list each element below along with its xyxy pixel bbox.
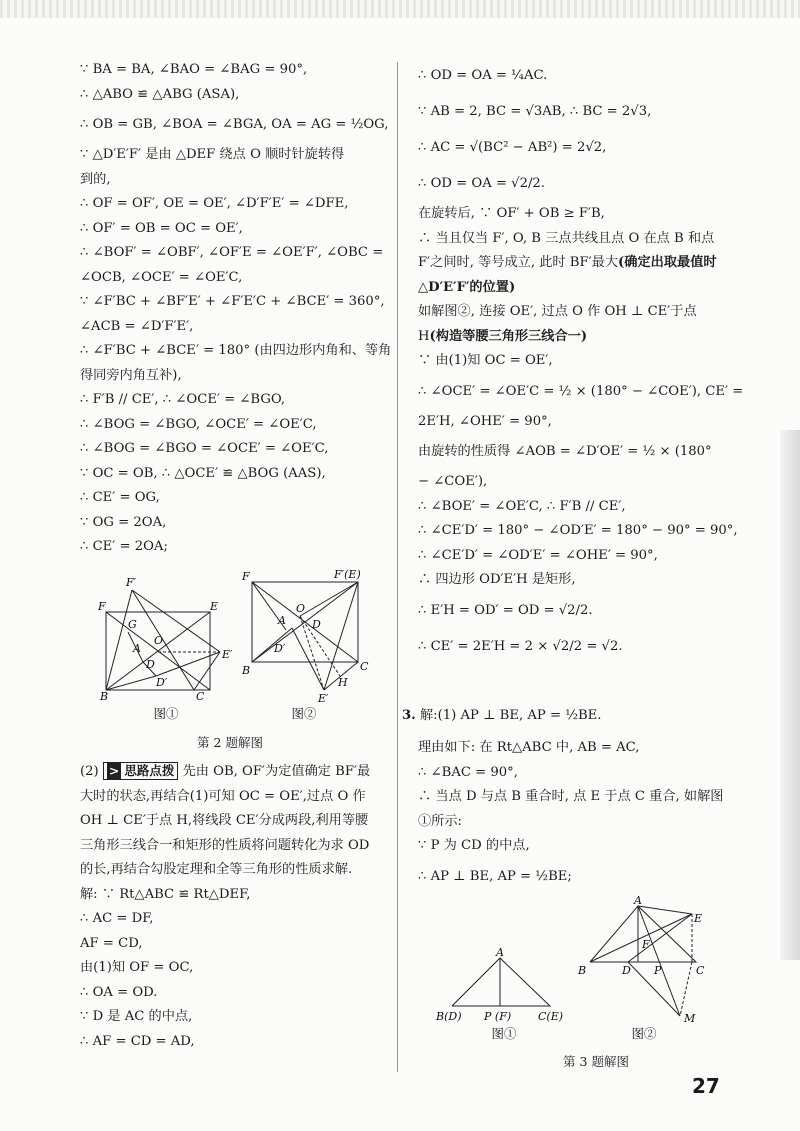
- text-line: ∴ E′H = OD′ = OD = √2/2.: [418, 602, 593, 618]
- text-line: 到的,: [80, 171, 111, 187]
- text-line: ∴ CE′ = OG,: [80, 490, 160, 505]
- part-label: (2): [80, 764, 99, 779]
- text-line: ∴ OD = OA = ¼AC.: [418, 68, 548, 83]
- point-label: A: [634, 894, 642, 907]
- text-line: ∴ ∠BAC = 90°,: [418, 764, 518, 780]
- text-line: 解: ∵ Rt△ABC ≌ Rt△DEF,: [80, 886, 251, 902]
- text-paragraph: [418, 227, 728, 301]
- text-line: ∴ OF′ = OB = OC = OE′,: [80, 220, 243, 236]
- point-label: C: [696, 964, 705, 977]
- text-line: ∴ CE′ = 2E′H = 2 × √2/2 = √2.: [418, 638, 623, 654]
- paragraph-bold: (构造等腰三角形三线合一): [429, 328, 588, 344]
- point-label: B: [100, 690, 109, 702]
- text-paragraph: [418, 300, 728, 349]
- paragraph-text: ∴ 当且仅当 F′, O, B 三点共线且点 O 在点 B 和点 F′之间时, 等号成立, 此时 BF′最大: [418, 230, 715, 270]
- question-head: [402, 698, 728, 734]
- text-line: ∴ OA = OD.: [80, 984, 158, 1000]
- figure-caption: 图①: [153, 706, 179, 721]
- scan-right-edge: [780, 430, 800, 960]
- text-line: ∠ACB = ∠D′F′E′,: [80, 318, 194, 334]
- point-label: B: [578, 964, 587, 977]
- q3-figure-1: [434, 946, 564, 1026]
- triangle-shape: [590, 906, 696, 962]
- text-line: AF = CD,: [80, 935, 143, 951]
- text-line: ∠OCB, ∠OCE′ = ∠OE′C,: [80, 269, 243, 285]
- figure-caption: 图②: [631, 1026, 657, 1041]
- paragraph-bold: (确定出取最值时△D′E′F′的位置): [418, 255, 717, 295]
- text-line: ∵ D 是 AC 的中点,: [80, 1009, 193, 1024]
- figure-caption: 图①: [491, 1026, 517, 1041]
- text-line: ∴ F′B // CE′, ∴ ∠OCE′ = ∠BGO,: [80, 392, 286, 407]
- point-label: D′: [274, 642, 286, 655]
- paragraph-text: 如解图②, 连接 OE′, 过点 O 作 OH ⊥ CE′于点 H: [418, 304, 697, 344]
- point-label: O: [296, 602, 306, 615]
- text-line: ∴ OD = OA = √2/2.: [418, 176, 545, 191]
- text-line: ∴ 四边形 OD′E′H 是矩形,: [418, 572, 576, 587]
- text-line: ∵ 由(1)知 OC = OE′,: [418, 353, 553, 368]
- text-line: ①所示:: [418, 813, 463, 829]
- point-label: F: [642, 938, 650, 951]
- left-column: [80, 58, 392, 560]
- text-line: − ∠COE′),: [418, 474, 488, 489]
- text-line: ∴ ∠F′BC + ∠BCE′ = 180° (由四边形内角和、等角: [80, 343, 392, 358]
- text-line: ∴ ∠BOF′ = ∠OBF′, ∠OF′E = ∠OE′F′, ∠OBC =: [80, 245, 384, 260]
- figure-title: 第 3 题解图: [563, 1054, 629, 1069]
- arrow-icon: >: [108, 763, 120, 778]
- text-line: 理由如下: 在 Rt△ABC 中, AB = AC,: [418, 740, 640, 755]
- figure-caption: 图②: [291, 706, 317, 721]
- text-line: ∴ AF = CD = AD,: [80, 1033, 195, 1049]
- tip-badge: [103, 762, 179, 780]
- text-line: ∴ CE′ = 2OA;: [80, 539, 168, 554]
- tip-paragraph: [80, 760, 380, 883]
- text-line: 由(1)知 OF = OC,: [80, 960, 194, 975]
- point-label: G: [128, 618, 137, 631]
- point-label: A: [496, 946, 504, 959]
- text-line: 2E′H, ∠OHE′ = 90°,: [418, 413, 552, 429]
- point-label: F: [98, 600, 106, 613]
- point-label: E: [210, 600, 219, 613]
- text-line: ∵ P 为 CD 的中点,: [418, 838, 530, 853]
- point-label: C(E): [538, 1010, 564, 1023]
- point-label: D: [312, 618, 321, 631]
- text-line: ∵ ∠F′BC + ∠BF′E′ + ∠F′E′C + ∠BCE′ = 360°,: [80, 294, 385, 309]
- text-line: ∵ OG = 2OA,: [80, 514, 167, 530]
- text-line: ∴ ∠CE′D′ = 180° − ∠OD′E′ = 180° − 90° = 90°,: [418, 523, 738, 538]
- text-line: ∵ BA = BA, ∠BAO = ∠BAG = 90°,: [80, 62, 308, 77]
- point-label: B(D): [436, 1010, 462, 1023]
- text-line: ∴ ∠CE′D′ = ∠OD′E′ = ∠OHE′ = 90°,: [418, 547, 658, 563]
- q3-figure-2: [576, 892, 716, 1024]
- text-line: ∵ OC = OB, ∴ △OCE′ ≌ △BOG (AAS),: [80, 465, 326, 481]
- tip-text: 先由 OB, OF′为定值确定 BF′最大时的状态,再结合(1)可知 OC = OE′,过点 O 作 OH ⊥ CE′于点 H,将线段 CE′分成两段,利用等腰三角形三线合一和矩形的性质将问题转化为求 OD 的长,再结合勾股定理和全等三角形的性质求解.: [80, 764, 371, 877]
- point-label: F: [242, 570, 250, 583]
- point-label: C: [360, 660, 369, 673]
- point-label: E: [694, 912, 703, 925]
- text-line: 由旋转的性质得 ∠AOB = ∠D′OE′ = ½ × (180°: [418, 444, 712, 459]
- point-label: D: [146, 658, 155, 671]
- point-label: M: [684, 1012, 696, 1024]
- text-line: ∴ ∠BOE′ = ∠OE′C, ∴ F′B // CE′,: [418, 498, 626, 514]
- text-line: ∵ △D′E′F′ 是由 △DEF 绕点 O 顺时针旋转得: [80, 147, 345, 162]
- point-label: C: [196, 690, 205, 702]
- point-label: E′: [222, 648, 233, 661]
- point-label: H: [338, 676, 348, 689]
- point-label: F′(E): [334, 568, 361, 581]
- right-column: [418, 58, 744, 665]
- point-label: B: [242, 664, 251, 677]
- question-3-body: [418, 736, 728, 895]
- text-line: ∴ OB = GB, ∠BOA = ∠BGA, OA = AG = ½OG,: [80, 117, 389, 132]
- point-label: E′: [318, 692, 329, 704]
- question-head-text: 解:(1) AP ⊥ BE, AP = ½BE.: [419, 708, 602, 723]
- point-label: A: [133, 642, 141, 655]
- point-label: O: [154, 634, 164, 647]
- point-label: D: [622, 964, 631, 977]
- scan-top-edge: [0, 0, 800, 18]
- text-line: 得同旁内角互补),: [80, 367, 182, 383]
- text-line: ∵ AB = 2, BC = √3AB, ∴ BC = 2√3,: [418, 104, 652, 119]
- figure-title: 第 2 题解图: [197, 735, 263, 750]
- text-line: 在旋转后, ∵ OF′ + OB ≥ F′B,: [418, 206, 605, 221]
- point-label: A: [278, 614, 286, 627]
- q2-figure-1: [98, 572, 238, 702]
- text-line: ∴ ∠OCE′ = ∠OE′C = ½ × (180° − ∠COE′), CE′ =: [418, 383, 744, 399]
- text-line: ∴ AC = DF,: [80, 911, 154, 926]
- question-3: [402, 698, 728, 734]
- text-line: ∴ ∠BOG = ∠BGO, ∠OCE′ = ∠OE′C,: [80, 416, 317, 432]
- point-label: P (F): [484, 1010, 512, 1023]
- text-line: ∴ OF = OF′, OE = OE′, ∠D′F′E′ = ∠DFE,: [80, 196, 349, 211]
- point-label: F′: [126, 576, 137, 589]
- point-label: D′: [156, 676, 168, 689]
- tip-label: 思路点拨: [124, 763, 175, 778]
- text-line: ∴ △ABO ≌ △ABG (ASA),: [80, 86, 240, 102]
- text-line: ∴ 当点 D 与点 B 重合时, 点 E 于点 C 重合, 如解图: [418, 789, 724, 804]
- q2-figure-2: [240, 566, 380, 704]
- text-line: ∴ AP ⊥ BE, AP = ½BE;: [418, 868, 572, 884]
- column-divider: [397, 62, 398, 1072]
- left-column-part2: [80, 760, 380, 1054]
- question-number: 3.: [402, 708, 416, 723]
- page-number: 27: [692, 1074, 720, 1098]
- text-line: ∴ AC = √(BC² − AB²) = 2√2,: [418, 140, 607, 155]
- text-line: ∴ ∠BOG = ∠BGO = ∠OCE′ = ∠OE′C,: [80, 441, 329, 456]
- point-label: P: [654, 964, 662, 977]
- triangle-shape: [452, 958, 550, 1006]
